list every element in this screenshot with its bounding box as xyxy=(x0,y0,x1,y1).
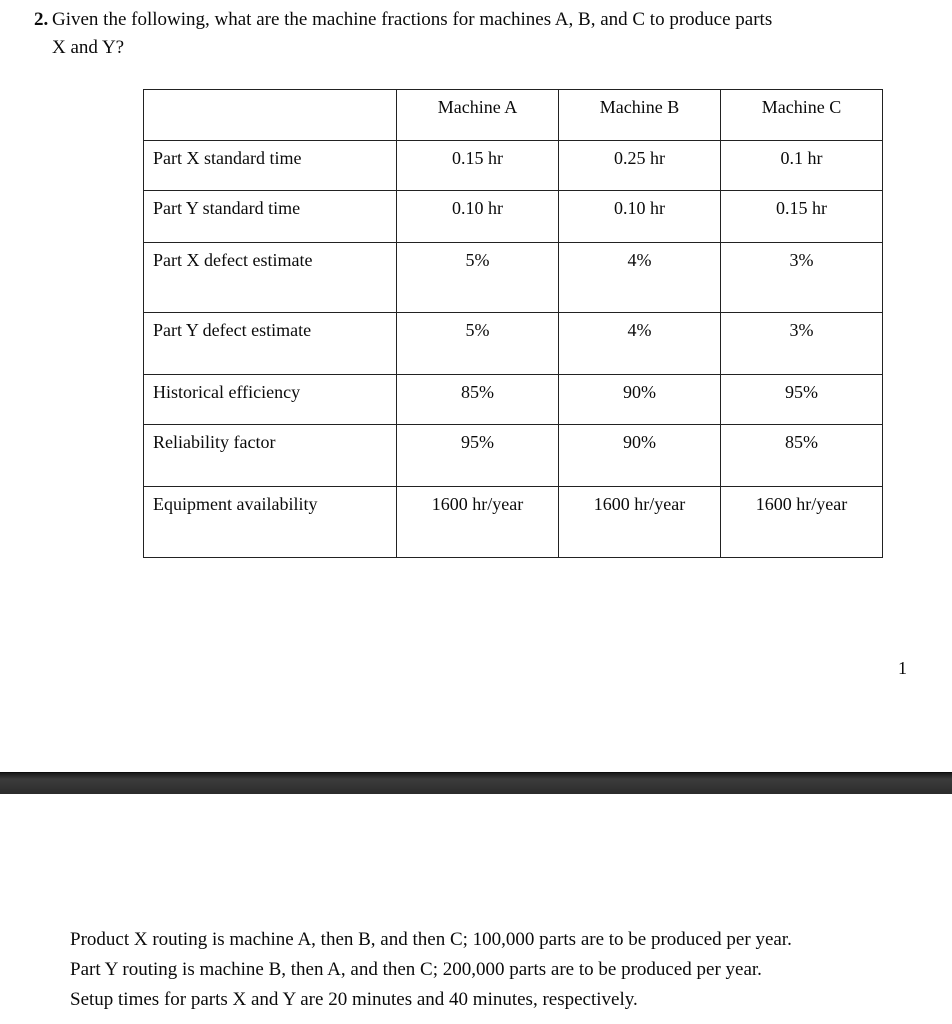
cell-reliability-factor-machine-a: 95% xyxy=(397,425,559,487)
question-first-line xyxy=(34,6,924,34)
scanned-page-bottom xyxy=(0,794,952,1024)
routing-note-line-1: Product X routing is machine A, then B, and then C; 100,000 parts are to be produced per year. xyxy=(70,929,792,950)
column-header-machine-c: Machine C xyxy=(721,90,883,141)
routing-note-line-2: Part Y routing is machine B, then A, and then C; 200,000 parts are to be produced per year. xyxy=(70,959,762,980)
row-label-reliability-factor: Reliability factor xyxy=(144,425,397,487)
question-block xyxy=(34,6,924,62)
table-corner-cell xyxy=(144,90,397,141)
page-number: 1 xyxy=(898,658,907,678)
machine-specifications-table xyxy=(143,89,883,558)
question-text-line-1: Given the following, what are the machine fractions for machines A, B, and C to produce parts xyxy=(52,9,773,30)
cell-part-y-defect-estimate-machine-c: 3% xyxy=(721,313,883,375)
row-label-part-y-standard-time: Part Y standard time xyxy=(144,191,397,243)
question-text-line-2: X and Y? xyxy=(52,37,125,58)
page-separator-band xyxy=(0,772,952,796)
column-header-machine-b: Machine B xyxy=(559,90,721,141)
cell-part-x-standard-time-machine-c: 0.1 hr xyxy=(721,141,883,191)
cell-equipment-availability-machine-a: 1600 hr/year xyxy=(397,487,559,558)
cell-reliability-factor-machine-b: 90% xyxy=(559,425,721,487)
routing-note-line-3: Setup times for parts X and Y are 20 minutes and 40 minutes, respectively. xyxy=(70,989,638,1010)
row-label-part-x-standard-time: Part X standard time xyxy=(144,141,397,191)
question-number: 2. xyxy=(34,9,49,30)
table-row xyxy=(144,191,883,243)
cell-part-y-standard-time-machine-c: 0.15 hr xyxy=(721,191,883,243)
question-second-line xyxy=(34,34,924,62)
cell-equipment-availability-machine-c: 1600 hr/year xyxy=(721,487,883,558)
cell-part-y-defect-estimate-machine-a: 5% xyxy=(397,313,559,375)
cell-historical-efficiency-machine-b: 90% xyxy=(559,375,721,425)
table-row xyxy=(144,375,883,425)
row-label-equipment-availability: Equipment availability xyxy=(144,487,397,558)
cell-part-y-defect-estimate-machine-b: 4% xyxy=(559,313,721,375)
cell-part-y-standard-time-machine-b: 0.10 hr xyxy=(559,191,721,243)
table-row xyxy=(144,313,883,375)
cell-equipment-availability-machine-b: 1600 hr/year xyxy=(559,487,721,558)
cell-part-x-defect-estimate-machine-b: 4% xyxy=(559,243,721,313)
table-row xyxy=(144,487,883,558)
cell-part-x-standard-time-machine-a: 0.15 hr xyxy=(397,141,559,191)
row-label-part-x-defect-estimate: Part X defect estimate xyxy=(144,243,397,313)
cell-historical-efficiency-machine-c: 95% xyxy=(721,375,883,425)
column-header-machine-a: Machine A xyxy=(397,90,559,141)
cell-part-x-defect-estimate-machine-c: 3% xyxy=(721,243,883,313)
table-row xyxy=(144,141,883,191)
table-header-row xyxy=(144,90,883,141)
cell-part-y-standard-time-machine-a: 0.10 hr xyxy=(397,191,559,243)
routing-note-block xyxy=(70,925,922,1015)
cell-reliability-factor-machine-c: 85% xyxy=(721,425,883,487)
table-row xyxy=(144,243,883,313)
cell-part-x-defect-estimate-machine-a: 5% xyxy=(397,243,559,313)
cell-historical-efficiency-machine-a: 85% xyxy=(397,375,559,425)
table-row xyxy=(144,425,883,487)
row-label-historical-efficiency: Historical efficiency xyxy=(144,375,397,425)
cell-part-x-standard-time-machine-b: 0.25 hr xyxy=(559,141,721,191)
row-label-part-y-defect-estimate: Part Y defect estimate xyxy=(144,313,397,375)
